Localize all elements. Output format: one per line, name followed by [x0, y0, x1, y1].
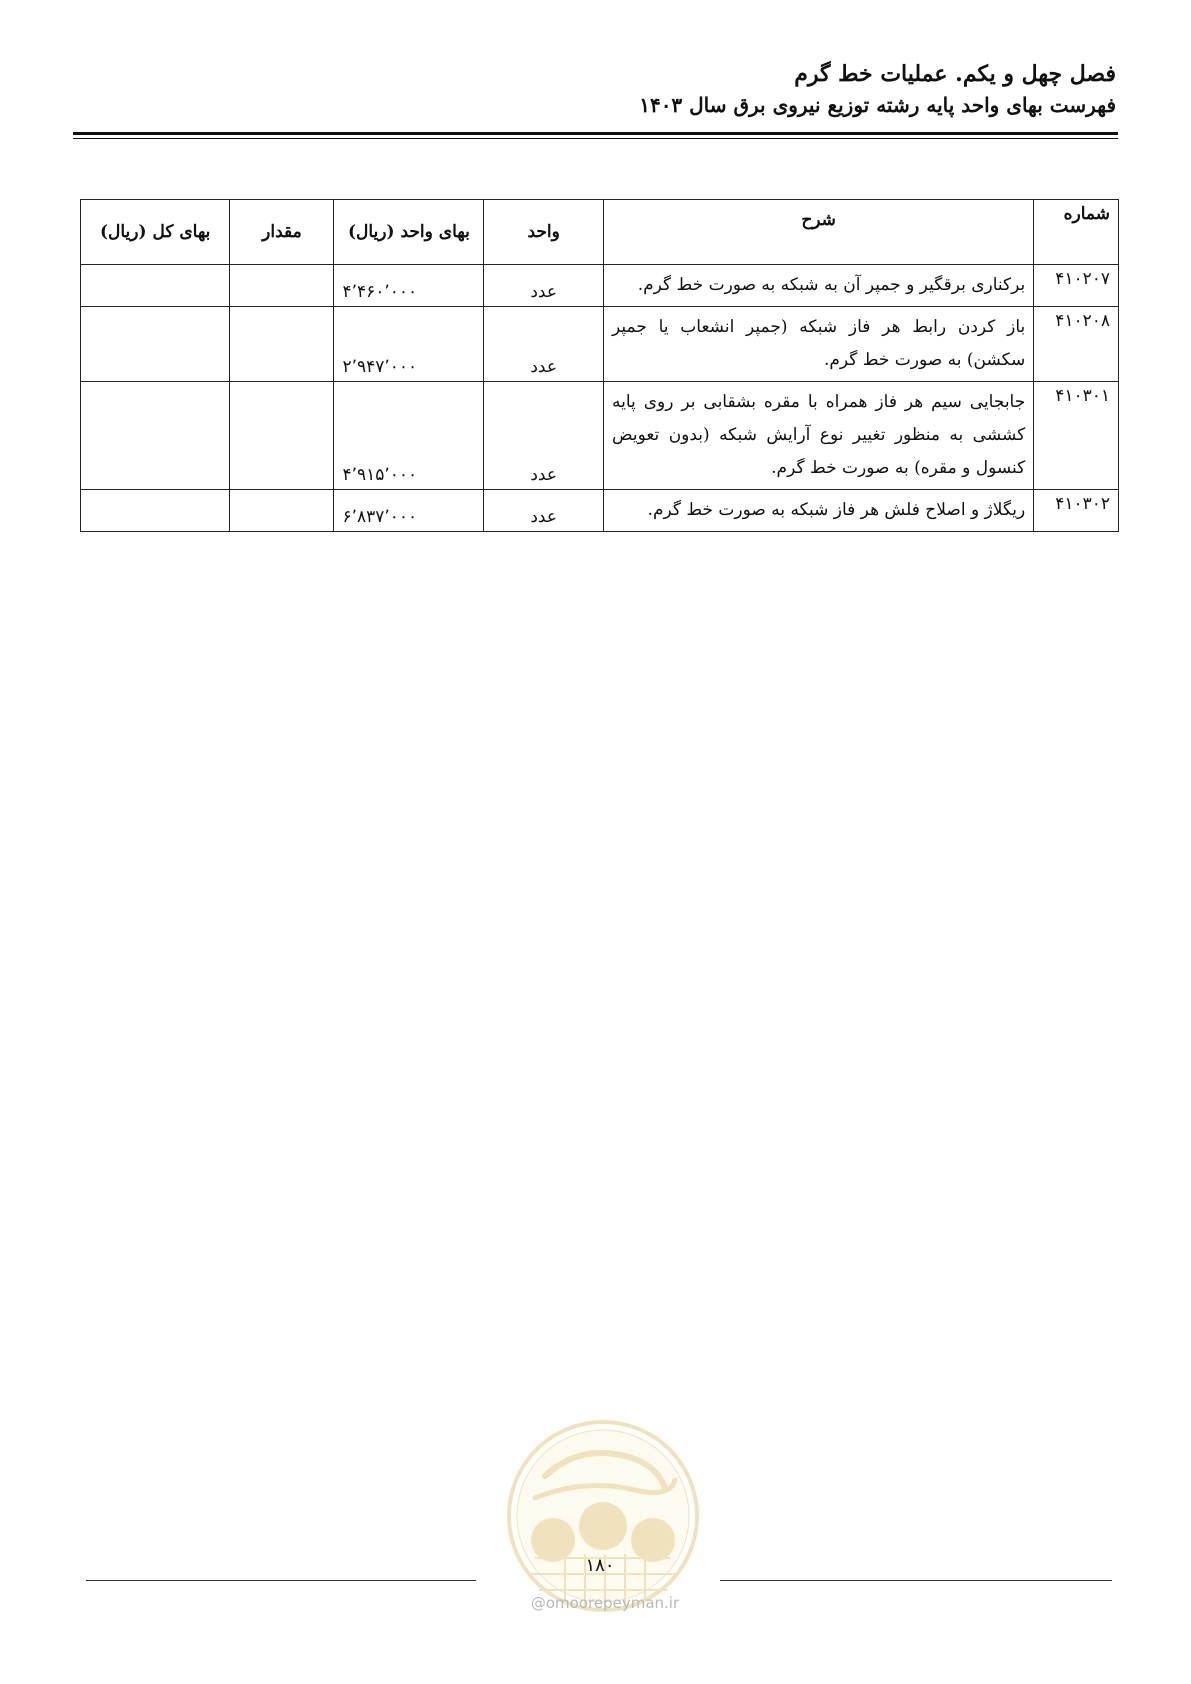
header-code: شماره [1034, 200, 1119, 265]
row-quantity [230, 307, 334, 382]
page-number: ۱۸۰ [585, 1555, 615, 1576]
document-subtitle: فهرست بهای واحد پایه رشته توزیع نیروی برق سال ۱۴۰۳ [639, 93, 1116, 117]
header-unit-price: بهای واحد (ریال) [334, 200, 484, 265]
row-unit: عدد [484, 490, 604, 532]
row-total [81, 490, 230, 532]
header-rule-thin [73, 138, 1118, 139]
chapter-title: فصل چهل و یکم. عملیات خط گرم [794, 61, 1116, 87]
row-total [81, 307, 230, 382]
header-rule-thick [73, 132, 1118, 135]
page-header [76, 58, 1116, 120]
row-description: برکناری برقگیر و جمپر آن به شبکه به صورت خط گرم. [604, 265, 1034, 307]
row-code: ۴۱۰۲۰۷ [1034, 265, 1119, 307]
table-row [81, 382, 1119, 490]
row-total [81, 382, 230, 490]
row-unit-price: ۴٬۹۱۵٬۰۰۰ [334, 382, 484, 490]
row-total [81, 265, 230, 307]
row-unit-price: ۲٬۹۴۷٬۰۰۰ [334, 307, 484, 382]
row-description: باز کردن رابط هر فاز شبکه (جمپر انشعاب یا جمپر سکشن) به صورت خط گرم. [604, 307, 1034, 382]
row-code: ۴۱۰۳۰۲ [1034, 490, 1119, 532]
row-quantity [230, 382, 334, 490]
footer-rule-right [720, 1580, 1112, 1581]
row-unit-price: ۴٬۴۶۰٬۰۰۰ [334, 265, 484, 307]
website-watermark: @omoorepeyman.ir [530, 1594, 680, 1612]
table-row [81, 490, 1119, 532]
header-total-price: بهای کل (ریال) [81, 200, 230, 265]
row-unit-price: ۶٬۸۳۷٬۰۰۰ [334, 490, 484, 532]
row-unit: عدد [484, 265, 604, 307]
row-quantity [230, 490, 334, 532]
header-quantity: مقدار [230, 200, 334, 265]
row-code: ۴۱۰۲۰۸ [1034, 307, 1119, 382]
row-description: جابجایی سیم هر فاز همراه با مقره بشقابی بر روی پایه کششی به منظور تغییر نوع آرایش شبکه (بدون تعویض کنسول و مقره) به صورت خط گرم. [604, 382, 1034, 490]
row-code: ۴۱۰۳۰۱ [1034, 382, 1119, 490]
table-row [81, 265, 1119, 307]
row-unit: عدد [484, 307, 604, 382]
header-description: شرح [604, 200, 1034, 265]
watermark-logo-icon [505, 1418, 701, 1614]
row-unit: عدد [484, 382, 604, 490]
row-description: ریگلاژ و اصلاح فلش هر فاز شبکه به صورت خط گرم. [604, 490, 1034, 532]
row-quantity [230, 265, 334, 307]
header-unit: واحد [484, 200, 604, 265]
table-row [81, 307, 1119, 382]
footer-rule-left [86, 1580, 476, 1581]
price-table [80, 199, 1119, 532]
table-header-row [81, 200, 1119, 265]
